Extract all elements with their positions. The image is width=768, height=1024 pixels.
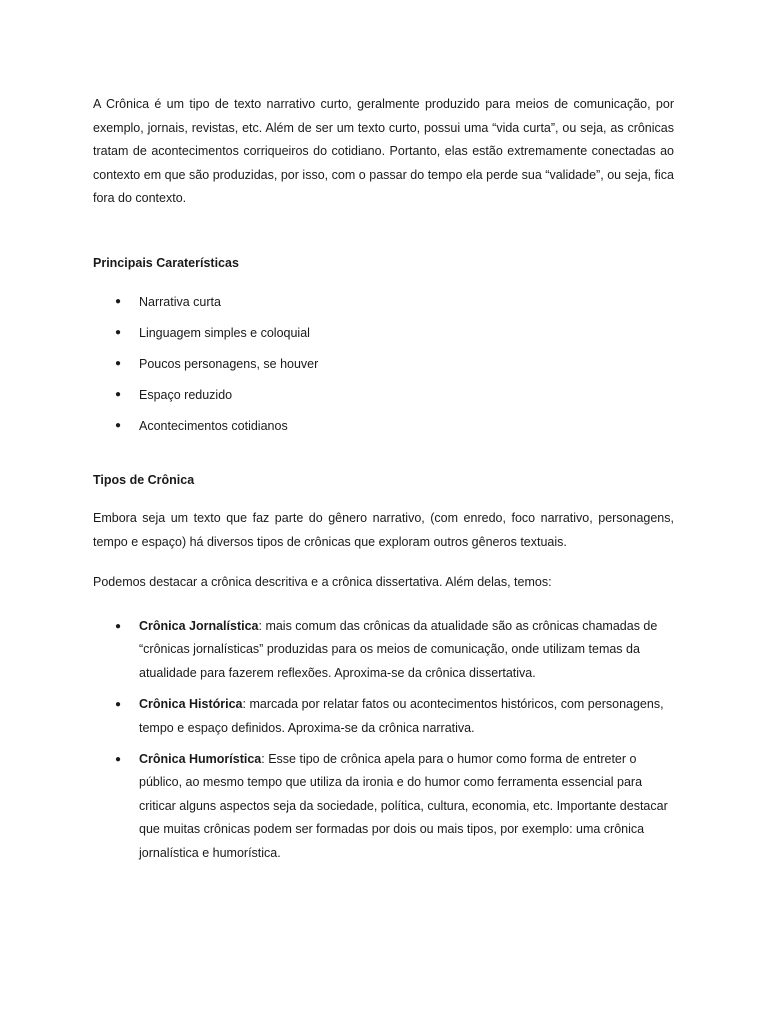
document-page (93, 93, 674, 873)
list-item (93, 748, 674, 866)
list-item: ● Acontecimentos cotidianos (93, 416, 674, 436)
type-term: Crônica Humorística (139, 751, 262, 766)
list-item: ● Narrativa curta (93, 292, 674, 312)
bullet-icon: ● (115, 753, 122, 765)
bullet-icon: ● (115, 388, 122, 400)
types-list (93, 615, 674, 866)
types-paragraph-2: Podemos destacar a crônica descritiva e a crônica dissertativa. Além delas, temos: (93, 575, 552, 590)
types-paragraph-1: Embora seja um texto que faz parte do gênero narrativo, (com enredo, foco narrativo, personagens, tempo e espaço) há diversos tipos de crônicas que exploram outros gêneros textuais. (93, 510, 674, 549)
characteristics-heading: Principais Caraterísticas (93, 255, 239, 270)
list-item: ● Espaço reduzido (93, 385, 674, 405)
list-item (93, 693, 674, 740)
characteristics-list (93, 292, 674, 436)
bullet-icon: ● (115, 357, 122, 369)
list-item: ● Poucos personagens, se houver (93, 354, 674, 374)
bullet-icon: ● (115, 326, 122, 338)
bullet-icon: ● (115, 419, 122, 431)
bullet-icon: ● (115, 295, 122, 307)
intro-paragraph: A Crônica é um tipo de texto narrativo curto, geralmente produzido para meios de comunicação, por exemplo, jornais, revistas, etc. Além de ser um texto curto, possui uma “vida curta”, ou seja, as crônicas tratam de acontecimentos corriqueiros do cotidiano. Portanto, elas estão extremamente conectadas ao contexto em que são produzidas, por isso, com o passar do tempo ela perde sua “validade”, ou seja, fica fora do contexto. (93, 97, 674, 206)
type-term: Crônica Histórica (139, 696, 243, 711)
type-description: : Esse tipo de crônica apela para o humor como forma de entreter o público, ao mesmo tempo que utiliza da ironia e do humor como ferramenta essencial para criticar alguns aspectos seja da sociedade, política, cultura, economia, etc. Importante destacar que muitas crônicas podem ser formadas por dois ou mais tipos, por exemplo: uma crônica jornalística e humorística. (139, 751, 668, 860)
type-description: : mais comum das crônicas da atualidade são as crônicas chamadas de “crônicas jornalísticas” produzidas para os meios de comunicação, onde utilizam temas da atualidade para fazerem reflexões. Aproxima-se da crônica dissertativa. (139, 618, 658, 680)
type-term: Crônica Jornalística (139, 618, 259, 633)
types-heading: Tipos de Crônica (93, 472, 195, 487)
list-item: ● Linguagem simples e coloquial (93, 323, 674, 343)
list-item (93, 615, 674, 686)
bullet-icon: ● (115, 620, 122, 632)
bullet-icon: ● (115, 698, 122, 710)
type-description: : marcada por relatar fatos ou acontecimentos históricos, com personagens, tempo e espaço definidos. Aproxima-se da crônica narrativa. (139, 696, 664, 735)
